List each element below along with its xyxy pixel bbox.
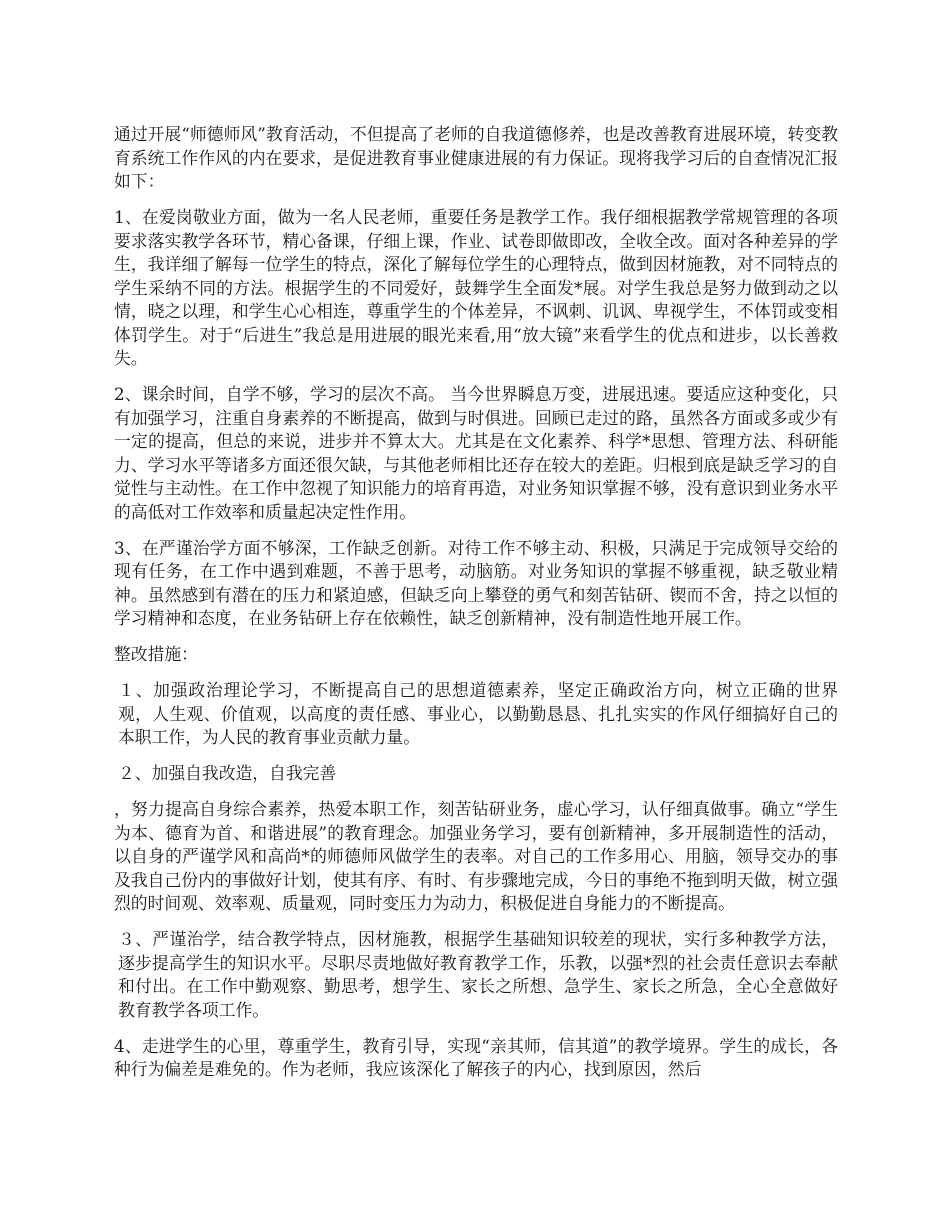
- measure-item-3-paragraph: ３、严谨治学，结合教学特点，因材施教，根据学生基础知识较差的现状，实行多种教学方法，逐步提高学生的知识水平。尽职尽责地做好教育教学工作，乐教，以强*烈的社会责任意识去奉献和付出。在工作中勤观察、勤思考，想学生、家长之所想、急学生、家长之所急，全心全意做好教育教学各项工作。: [118, 929, 838, 1020]
- self-check-item-1-paragraph: 1、在爱岗敬业方面，做为一名人民老师，重要任务是教学工作。我仔细根据教学常规管理的各项要求落实教学各环节，精心备课，仔细上课，作业、试卷即做即改，全收全改。面对各种差异的学生，我详细了解每一位学生的特点，深化了解每位学生的心理特点，做到因材施教，对不同特点的学生采纳不同的方法。根据学生的不同爱好，鼓舞学生全面发*展。对学生我总是努力做到动之以情，晓之以理，和学生心心相连，尊重学生的个体差异，不讽刺、讥讽、卑视学生，不体罚或变相体罚学生。对于“后进生”我总是用进展的眼光来看,用“放大镜”来看学生的优点和进步，以长善救失。: [114, 207, 838, 368]
- self-check-item-2-paragraph: 2、课余时间，自学不够，学习的层次不高。 当今世界瞬息万变，进展迅速。要适应这种变化，只有加强学习，注重自身素养的不断提高，做到与时俱进。回顾已走过的路，虽然各方面或多或少有一定的提高，但总的来说，进步并不算太大。尤其是在文化素养、科学*思想、管理方法、科研能力、学习水平等诸多方面还很欠缺，与其他老师相比还存在较大的差距。归根到底是缺乏学习的自觉性与主动性。在工作中忽视了知识能力的培育再造，对业务知识掌握不够，没有意识到业务水平的高低对工作效率和质量起决定性作用。: [114, 384, 838, 522]
- measure-item-4-paragraph: 4、走进学生的心里，尊重学生，教育引导，实现“亲其师，信其道”的教学境界。学生的成长，各种行为偏差是难免的。作为老师，我应该深化了解孩子的内心，找到原因，然后: [114, 1035, 838, 1079]
- measure-item-2-paragraph: ，努力提高自身综合素养，热爱本职工作，刻苦钻研业务，虚心学习，认仔细真做事。确立“学生为本、德育为首、和谐进展”的教育理念。加强业务学习，要有创新精神，多开展制造性的活动，以自身的严谨学风和高尚*的师德师风做学生的表率。对自己的工作多用心、用脑，领导交办的事及我自己份内的事做好计划，使其有序、有时、有步骤地完成，今日的事绝不拖到明天做，树立强烈的时间观、效率观、质量观，同时变压力为动力，积极促进自身能力的不断提高。: [114, 799, 838, 913]
- document-page: [114, 123, 838, 1094]
- rectification-heading: 整改措施：: [114, 644, 198, 664]
- self-check-item-3-paragraph: 3、在严谨治学方面不够深，工作缺乏创新。对待工作不够主动、积极，只满足于完成领导交给的现有任务，在工作中遇到难题，不善于思考，动脑筋。对业务知识的掌握不够重视，缺乏敬业精神。虽然感到有潜在的压力和紧迫感，但缺乏向上攀登的勇气和刻苦钻研、锲而不舍，持之以恒的学习精神和态度，在业务钻研上存在依赖性，缺乏创新精神，没有制造性地开展工作。: [114, 537, 838, 628]
- measure-item-1-paragraph: １、加强政治理论学习，不断提高自己的思想道德素养，坚定正确政治方向，树立正确的世界观，人生观、价值观，以高度的责任感、事业心，以勤勤恳恳、扎扎实实的作风仔细搞好自己的本职工作，为人民的教育事业贡献力量。: [118, 680, 838, 747]
- intro-paragraph: 通过开展“师德师风”教育活动，不但提高了老师的自我道德修养，也是改善教育进展环境，转变教育系统工作作风的内在要求，是促进教育事业健康进展的有力保证。现将我学习后的自查情况汇报如下：: [114, 124, 838, 191]
- measure-item-2-heading: ２、加强自我改造，自我完善: [118, 763, 337, 783]
